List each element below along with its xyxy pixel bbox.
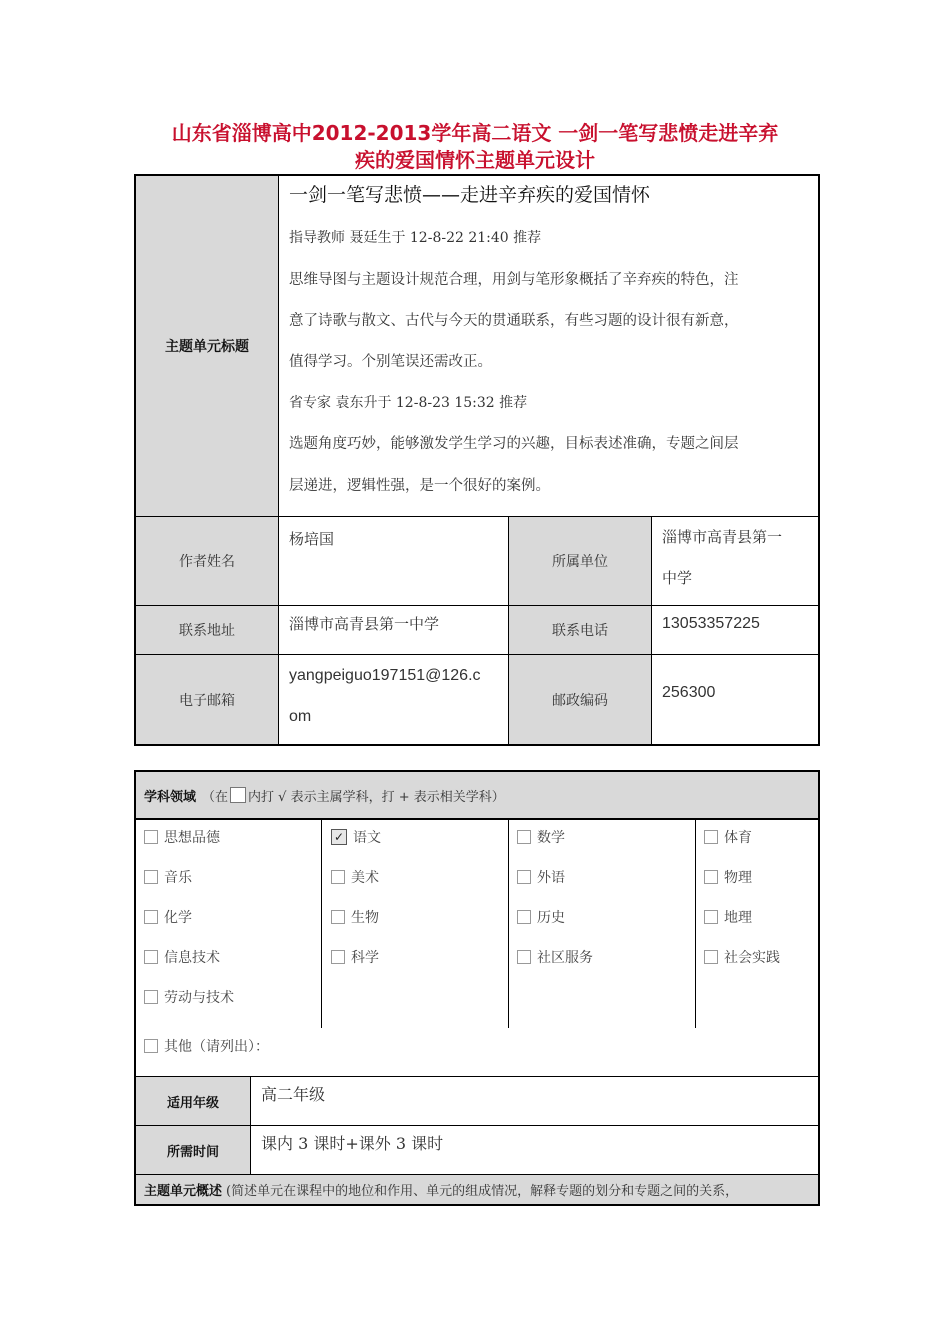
subject-column: [704, 817, 814, 977]
subject-checkbox-lishi[interactable]: [517, 897, 687, 937]
checkbox-icon[interactable]: [704, 830, 718, 844]
overview-row: [136, 1175, 818, 1204]
email-value-line: om: [289, 708, 312, 725]
subject-header-note-start: （在: [202, 789, 229, 805]
subject-label: 劳动与技术: [164, 990, 234, 1006]
checkbox-icon[interactable]: [704, 950, 718, 964]
grid-line: [321, 820, 322, 1028]
theme-title: 一剑一笔写悲愤——走进辛弃疾的爱国情怀: [289, 184, 651, 206]
subject-label: 物理: [724, 870, 752, 886]
subject-label: 外语: [537, 870, 565, 886]
subject-header-box-icon: [230, 787, 246, 803]
grid-line: [508, 516, 509, 744]
checkbox-icon[interactable]: [144, 910, 158, 924]
checkbox-icon[interactable]: [517, 830, 531, 844]
subject-label: 化学: [164, 910, 192, 926]
time-value: 课内 3 课时+课外 3 课时: [261, 1134, 444, 1153]
recommendation-2-text: [289, 423, 808, 507]
grade-value: 高二年级: [261, 1085, 326, 1104]
subject-checkbox-other[interactable]: [144, 1026, 544, 1066]
zip-label: 邮政编码: [552, 692, 608, 709]
unit-label: 所属单位: [552, 554, 608, 570]
unit-label-cell: [509, 517, 651, 605]
checkbox-icon[interactable]: [144, 870, 158, 884]
author-value-cell: [279, 517, 508, 605]
subject-checkbox-yuwen[interactable]: [331, 817, 501, 857]
phone-value: 13053357225: [662, 615, 760, 632]
theme-label-cell: [136, 176, 278, 516]
grid-line: [250, 1077, 251, 1175]
email-label-cell: [136, 655, 278, 744]
author-value: 杨培国: [289, 530, 335, 548]
subject-header-title: 学科领域: [144, 789, 197, 805]
document-title: [140, 120, 810, 174]
unit-value-line: 中学: [662, 569, 693, 587]
email-value-line: yangpeiguo197151@126.c: [289, 667, 481, 684]
subject-label: 信息技术: [164, 950, 220, 966]
checkbox-icon[interactable]: [517, 910, 531, 924]
subject-checkbox-kexue[interactable]: [331, 937, 501, 977]
checkbox-icon[interactable]: [331, 910, 345, 924]
checkbox-icon[interactable]: [144, 1039, 158, 1053]
time-label: 所需时间: [166, 1144, 219, 1160]
document-title-line-1: 山东省淄博高中2012-2013学年高二语文 一剑一笔写悲愤走进辛弃: [171, 121, 779, 145]
subject-checkbox-sixiangpinde[interactable]: [144, 817, 314, 857]
subject-label: 语文: [353, 830, 381, 846]
checkbox-icon[interactable]: [144, 830, 158, 844]
phone-label: 联系电话: [552, 623, 608, 639]
subject-label: 数学: [537, 830, 565, 846]
recommendation-1-line: 值得学习。个别笔误还需改正。: [289, 354, 492, 370]
subject-checkbox-waiyu[interactable]: [517, 857, 687, 897]
zip-value: 256300: [662, 684, 716, 701]
unit-value-line: 淄博市高青县第一: [662, 528, 783, 546]
checkbox-icon[interactable]: [144, 990, 158, 1004]
grid-line: [136, 654, 818, 655]
subject-column: [331, 817, 501, 977]
grade-value-cell: [251, 1077, 818, 1125]
subject-checkbox-dili[interactable]: [704, 897, 814, 937]
subject-label: 体育: [724, 830, 752, 846]
other-subject-row: [144, 1026, 544, 1066]
author-label: 作者姓名: [179, 554, 235, 570]
subject-checkbox-tiyu[interactable]: [704, 817, 814, 857]
subject-column: [144, 817, 314, 1017]
subject-column: [517, 817, 687, 977]
email-label: 电子邮箱: [179, 692, 235, 709]
subject-label: 社会实践: [724, 950, 780, 966]
subject-label: 生物: [351, 910, 379, 926]
grid-line: [136, 605, 818, 606]
recommendation-2-header: 省专家 袁东升于 12-8-23 15:32 推荐: [289, 395, 528, 411]
grid-line: [695, 820, 696, 1028]
recommendation-1-line: 思维导图与主题设计规范合理，用剑与笔形象概括了辛弃疾的特色，注: [289, 272, 739, 288]
subject-checkbox-xinxijishu[interactable]: [144, 937, 314, 977]
recommendation-1-header: 指导教师 聂廷生于 12-8-22 21:40 推荐: [289, 230, 542, 246]
subject-checkbox-laodongyujishu[interactable]: [144, 977, 314, 1017]
recommendation-1-text: [289, 260, 808, 383]
grid-line: [136, 516, 818, 517]
checkbox-icon[interactable]: [144, 950, 158, 964]
document-title-line-2: 疾的爱国情怀主题单元设计: [355, 148, 595, 172]
overview-text: (简述单元在课程中的地位和作用、单元的组成情况，解释专题的划分和专题之间的关系，: [226, 1184, 739, 1199]
address-label: 联系地址: [179, 623, 235, 639]
grid-line: [508, 820, 509, 1028]
unit-value-cell: [652, 517, 818, 605]
phone-value-cell: [652, 606, 818, 654]
recommendation-1-line: 意了诗歌与散文、古代与今天的贯通联系，有些习题的设计很有新意，: [289, 313, 739, 329]
grid-line: [278, 176, 279, 744]
email-value-cell: [279, 655, 508, 744]
time-label-cell: [136, 1126, 250, 1174]
subject-label: 历史: [537, 910, 565, 926]
subject-header-note-end: 内打 √ 表示主属学科，打 + 表示相关学科）: [248, 789, 505, 805]
checkbox-icon[interactable]: [704, 870, 718, 884]
checkbox-icon[interactable]: [331, 870, 345, 884]
subject-checkbox-shuxue[interactable]: [517, 817, 687, 857]
checkbox-icon[interactable]: [517, 870, 531, 884]
subject-label: 地理: [724, 910, 752, 926]
subject-label: 美术: [351, 870, 379, 886]
zip-label-cell: [509, 655, 651, 744]
other-subject-label: 其他（请列出）：: [164, 1039, 269, 1055]
checkmark-icon[interactable]: ✓: [331, 829, 347, 845]
subject-checkbox-shehuishijian[interactable]: [704, 937, 814, 977]
grade-label-cell: [136, 1077, 250, 1125]
subject-header-cell: [136, 772, 818, 818]
subject-label: 社区服务: [537, 950, 593, 966]
grade-label: 适用年级: [166, 1095, 219, 1111]
subject-checkbox-yinyue[interactable]: [144, 857, 314, 897]
subject-label: 科学: [351, 950, 379, 966]
subject-label: 思想品德: [164, 830, 220, 846]
checkbox-icon[interactable]: [704, 910, 718, 924]
address-value: 淄博市高青县第一中学: [289, 615, 440, 633]
checkbox-icon[interactable]: [517, 950, 531, 964]
subject-checkbox-shequfuwu[interactable]: [517, 937, 687, 977]
recommendation-2-line: 层递进，逻辑性强，是一个很好的案例。: [289, 478, 550, 494]
author-label-cell: [136, 517, 278, 605]
subject-checkbox-wuli[interactable]: [704, 857, 814, 897]
subject-label: 音乐: [164, 870, 192, 886]
phone-label-cell: [509, 606, 651, 654]
address-value-cell: [279, 606, 508, 654]
address-label-cell: [136, 606, 278, 654]
zip-value-cell: [652, 655, 818, 744]
subject-checkbox-meishu[interactable]: [331, 857, 501, 897]
grid-line: [651, 516, 652, 744]
overview-label: 主题单元概述: [144, 1184, 223, 1199]
theme-content-cell: [279, 176, 818, 516]
time-value-cell: [251, 1126, 818, 1174]
checkbox-icon[interactable]: [331, 950, 345, 964]
subject-checkbox-shengwu[interactable]: [331, 897, 501, 937]
subject-checkbox-huaxue[interactable]: [144, 897, 314, 937]
theme-label: 主题单元标题: [165, 339, 249, 355]
recommendation-2-line: 选题角度巧妙，能够激发学生学习的兴趣，目标表述准确，专题之间层: [289, 436, 739, 452]
